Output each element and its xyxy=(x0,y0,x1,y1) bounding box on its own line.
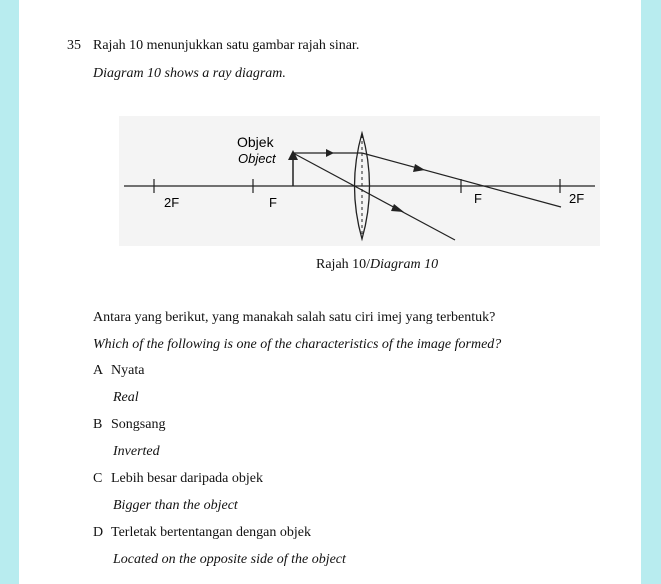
caption-malay: Rajah 10/ xyxy=(316,257,371,272)
question-number: 35 xyxy=(67,38,81,53)
option-d-letter: D xyxy=(93,525,104,540)
option-b[interactable] xyxy=(93,417,165,433)
ray-diagram xyxy=(119,116,600,246)
option-d-text-english: Located on the opposite side of the object xyxy=(113,552,346,567)
option-c[interactable] xyxy=(93,471,263,487)
option-c-text-malay: Lebih besar daripada objek xyxy=(111,471,263,486)
option-c-letter: C xyxy=(93,471,103,486)
question-page xyxy=(19,0,641,584)
option-b-text-english: Inverted xyxy=(113,444,160,459)
object-label-malay: Objek xyxy=(237,134,274,150)
option-b-text-malay: Songsang xyxy=(111,417,166,432)
label-left-2f: 2F xyxy=(164,195,180,210)
label-right-2f: 2F xyxy=(569,191,585,206)
caption-english: Diagram 10 xyxy=(370,257,439,272)
diagram-caption xyxy=(316,257,438,273)
question-ask-malay: Antara yang berikut, yang manakah salah satu ciri imej yang terbentuk? xyxy=(93,310,496,325)
option-b-letter: B xyxy=(93,417,103,432)
label-left-f: F xyxy=(269,195,277,210)
object-label-english: Object xyxy=(238,151,276,166)
option-a-text-english: Real xyxy=(113,390,139,405)
question-stem-english: Diagram 10 shows a ray diagram. xyxy=(93,66,286,81)
option-d-text-malay: Terletak bertentangan dengan objek xyxy=(111,525,311,540)
option-a[interactable] xyxy=(93,363,144,379)
option-d[interactable] xyxy=(93,525,311,541)
option-a-text-malay: Nyata xyxy=(111,363,145,378)
option-c-text-english: Bigger than the object xyxy=(113,498,238,513)
question-stem-malay: Rajah 10 menunjukkan satu gambar rajah sinar. xyxy=(93,38,360,53)
question-ask-english: Which of the following is one of the characteristics of the image formed? xyxy=(93,337,502,352)
label-right-f: F xyxy=(474,191,482,206)
option-a-letter: A xyxy=(93,363,104,378)
